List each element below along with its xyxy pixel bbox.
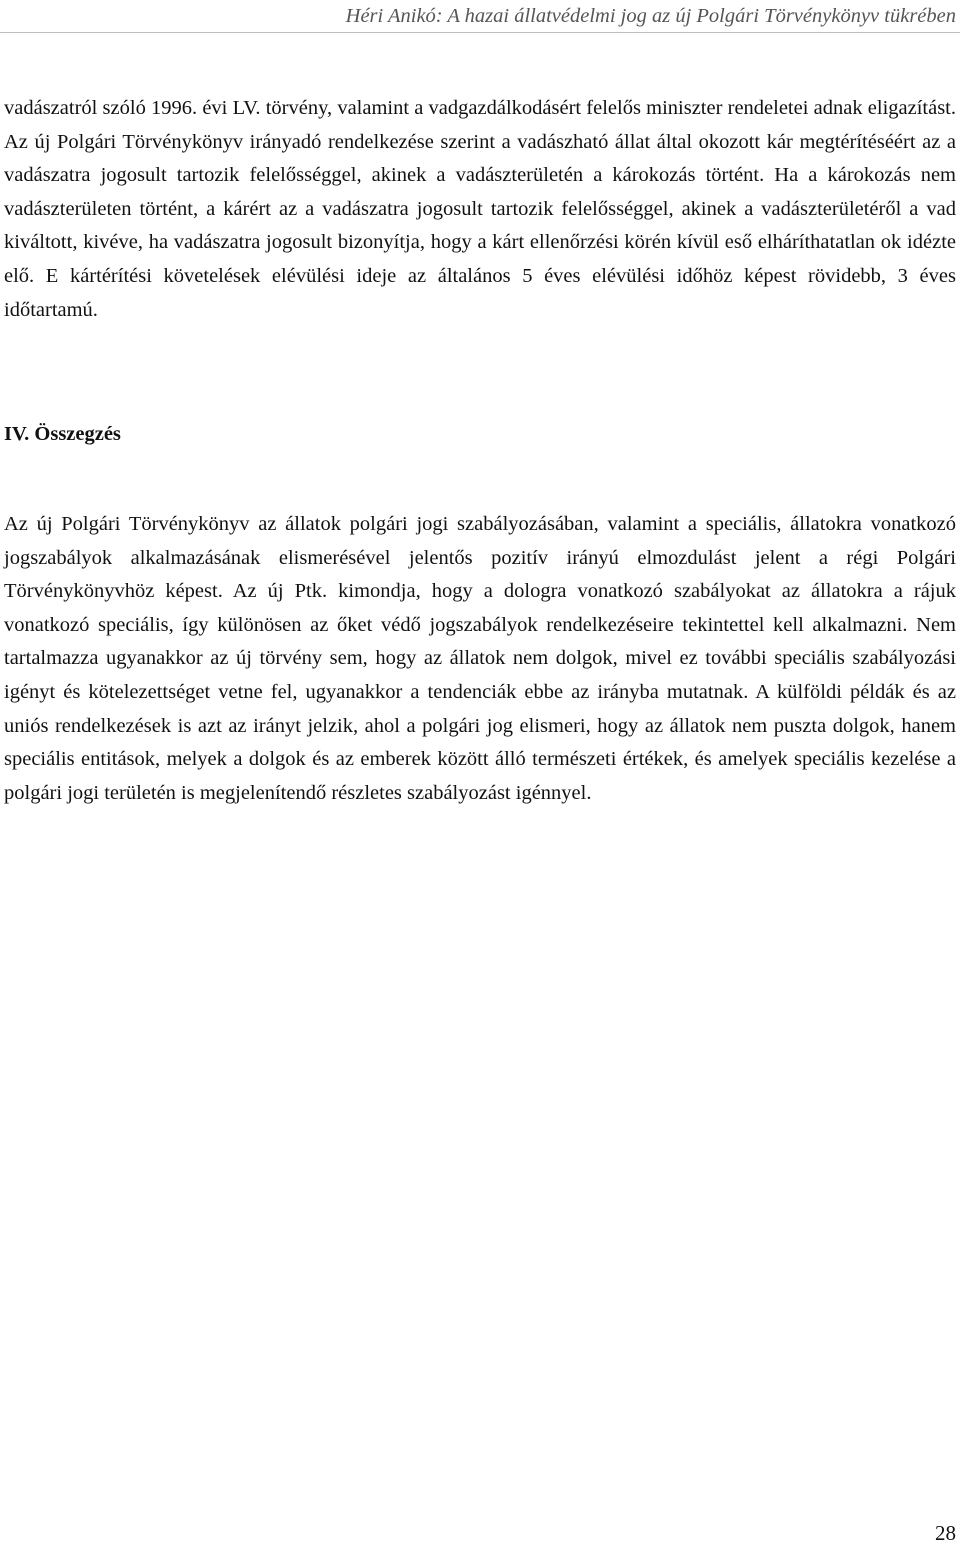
- body-paragraph-1: vadászatról szóló 1996. évi LV. törvény, valamint a vadgazdálkodásért felelős miniszter rendeletei adnak eligazítást. Az új Polgári Törvénykönyv irányadó rendelkezése szerint a vadászható állat által okozott kár megtérítéséért az a vadászatra jogosult tartozik felelősséggel, akinek a vadászterületén a károkozás történt. Ha a károkozás nem vadászterületen történt, a kárért az a vadászatra jogosult tartozik felelősséggel, akinek a vadászterületéről a vad kiváltott, kivéve, ha vadászatra jogosult bizonyítja, hogy a kárt ellenőrzési körén kívül eső elháríthatatlan ok idézte elő. E kártérítési követelések elévülési ideje az általános 5 éves elévülési időhöz képest rövidebb, 3 éves időtartamú.: [4, 97, 956, 321]
- body-paragraph-2: Az új Polgári Törvénykönyv az állatok polgári jogi szabályozásában, valamint a speciális, állatokra vonatkozó jogszabályok alkalmazásának elismerésével jelentős pozitív irányú elmozdulást jelent a régi Polgári Törvénykönyvhöz képest. Az új Ptk. kimondja, hogy a dologra vonatkozó szabályokat az állatokra a rájuk vonatkozó speciális, így különösen az őket védő jogszabályok rendelkezéseire tekintettel kell alkalmazni. Nem tartalmazza ugyanakkor az új törvény sem, hogy az állatok nem dolgok, mivel ez további speciális szabályozási igényt és kötelezettséget vetne fel, ugyanakkor a tendenciák ebbe az irányba mutatnak. A külföldi példák és az uniós rendelkezések is azt az irányt jelzik, ahol a polgári jog elismeri, hogy az állatok nem puszta dolgok, hanem speciális entitások, melyek a dolgok és az emberek között álló természeti értékek, és amelyek speciális kezelése a polgári jogi területén is megjelenítendő részletes szabályozást igénnyel.: [4, 513, 956, 804]
- section-heading: IV. Összegzés: [4, 423, 121, 445]
- page-number: 28: [935, 1521, 956, 1545]
- running-title: Héri Anikó: A hazai állatvédelmi jog az új Polgári Törvénykönyv tükrében: [345, 5, 956, 27]
- running-header: [0, 2, 960, 33]
